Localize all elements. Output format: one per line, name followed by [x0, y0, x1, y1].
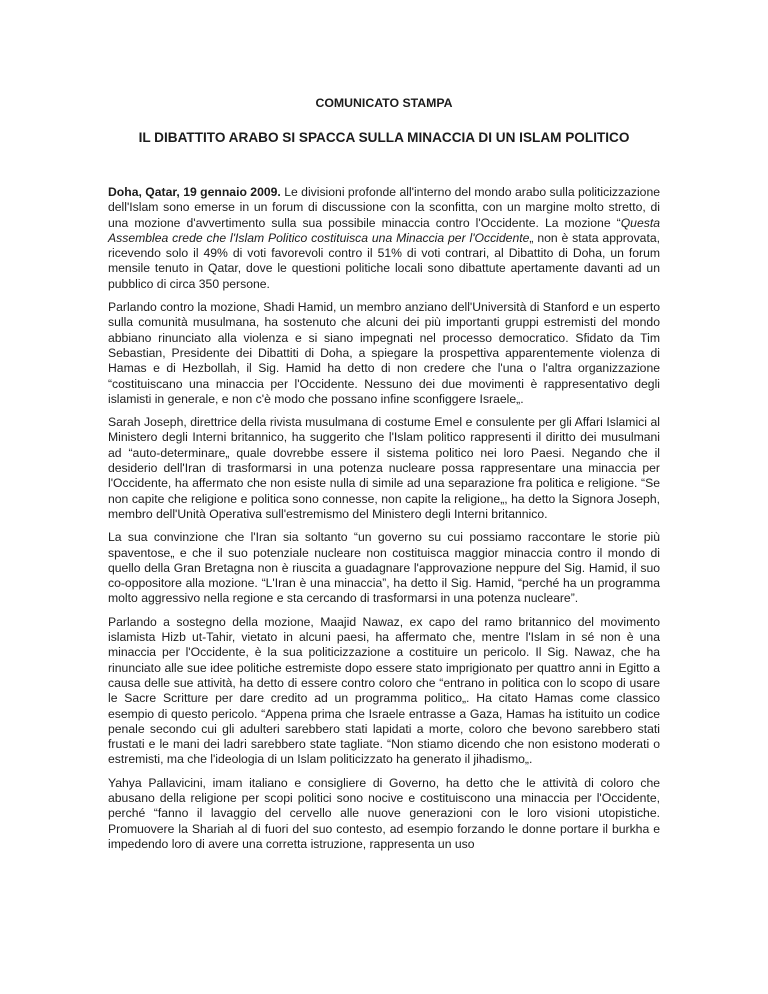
paragraph [108, 776, 660, 852]
paragraph [108, 415, 660, 522]
document-title: IL DIBATTITO ARABO SI SPACCA SULLA MINACCIA DI UN ISLAM POLITICO [138, 130, 630, 145]
paragraph [108, 300, 660, 407]
text-segment: „ non è stata approvata, ricevendo solo il 49% di voti favorevoli contro il 51% di voti contrari, al Dibattito di Doha, un forum mensile tenuto in Qatar, dove le questioni politiche locali sono dibattute apertamente davanti ad un pubblico di circa 350 persone. [108, 230, 661, 291]
paragraph [108, 530, 660, 606]
document-body [108, 185, 660, 852]
text-segment: Parlando contro la mozione, Shadi Hamid, un membro anziano dell'Università di Stanford e un esperto sulla comunità musulmana, ha sostenuto che alcuni dei più importanti gruppi estremisti del mondo abbiano rinunciato alla violenza e si siano impegnati nel processo democratico. Sfidato da Tim Sebastian, Presidente dei Dibattiti di Doha, a spiegare la prospettiva apparentemente violenza di Hamas e di Hezbollah, il Sig. Hamid ha detto di non credere che l'una o l'altra organizzazione “costituiscano una minaccia per l'Occidente. Nessuno dei due movimenti è rappresentativo degli islamisti in generale, e non c'è modo che possano infine sconfiggere Israele„. [108, 300, 660, 406]
text-segment: Sarah Joseph, direttrice della rivista musulmana di costume Emel e consulente per gli Affari Islamici al Ministero degli Interni britannico, ha suggerito che l'Islam politico rappresenti il diritto dei musulmani ad “auto-determinare„ quale dovrebbe essere il sistema politico nei loro Paesi. Negando che il desiderio dell'Iran di trasformarsi in una potenza nucleare possa rappresentare una minaccia per l'Occidente, ha affermato che non esiste nulla di simile ad una separazione fra politica e religione. “Se non capite che religione e politica sono connesse, non capite la religione„, ha detto la Signora Joseph, membro dell'Unità Operativa sull'estremismo del Ministero degli Interni britannico. [108, 415, 660, 521]
document-content [108, 0, 660, 860]
text-segment: Le divisioni profonde all'interno del mondo arabo sulla politicizzazione dell'Islam sono emerse in un forum di discussione con la sconfitta, con un margine molto stretto, di una mozione d'avvertimento sulla sua possibile minaccia contro l'Occidente. La mozione “ [108, 185, 661, 230]
text-segment: Yahya Pallavicini, imam italiano e consigliere di Governo, ha detto che le attività di coloro che abusano della religione per scopi politici sono nocive e costituiscono una minaccia per l'Occidente, perché “fanno il lavaggio del cervello alle nuove generazioni con le loro visioni utopistiche. Promuovere la Shariah al di fuori del suo contesto, ad esempio forzando le donne portare il burkha e impedendo loro di avere una corretta istruzione, rappresenta un uso [108, 775, 660, 851]
text-segment: Questa Assemblea crede che l'Islam Politico costituisca una Minaccia per l'Occidente [108, 215, 660, 245]
text-segment: La sua convinzione che l'Iran sia soltanto “un governo su cui possiamo raccontare le storie più spaventose„ e che il suo potenziale nucleare non costituisca maggior minaccia contro il mondo di quello della Gran Bretagna non è riuscita a guadagnare l'approvazione neppure del Sig. Hamid, il suo co-oppositore alla mozione. “L'Iran è una minaccia”, ha detto il Sig. Hamid, “perché ha un programma molto aggressivo nella regione e sta cercando di trasformarsi in una potenza nucleare”. [108, 530, 660, 606]
paragraph [108, 185, 660, 292]
paragraph [108, 615, 660, 768]
text-segment: Parlando a sostegno della mozione, Maajid Nawaz, ex capo del ramo britannico del movimento islamista Hizb ut-Tahir, vietato in alcuni paesi, ha affermato che, mentre l'Islam in sé non è una minaccia per l'Occidente, è la sua politicizzazione a costituire un pericolo. Il Sig. Nawaz, che ha rinunciato alle sue idee politiche estremiste dopo essere stato imprigionato per quattro anni in Egitto a causa delle sue attività, ha detto di essere contro coloro che “entrano in politica con lo scopo di usare le Sacre Scritture per dare credito ad un programma politico„. Ha citato Hamas come classico esempio di questo pericolo. “Appena prima che Israele entrasse a Gaza, Hamas ha istituito un codice penale secondo cui gli adulteri sarebbero stati lapidati a morte, coloro che bevono sarebbero stati frustati e le mani dei ladri sarebbero state tagliate. “Non stiamo dicendo che non esistono moderati o estremisti, ma che l'ideologia di un Islam politicizzato ha generato il jihadismo„. [108, 614, 660, 767]
document-kicker: COMUNICATO STAMPA [315, 96, 453, 110]
text-segment: Doha, Qatar, 19 gennaio 2009. [108, 185, 281, 199]
